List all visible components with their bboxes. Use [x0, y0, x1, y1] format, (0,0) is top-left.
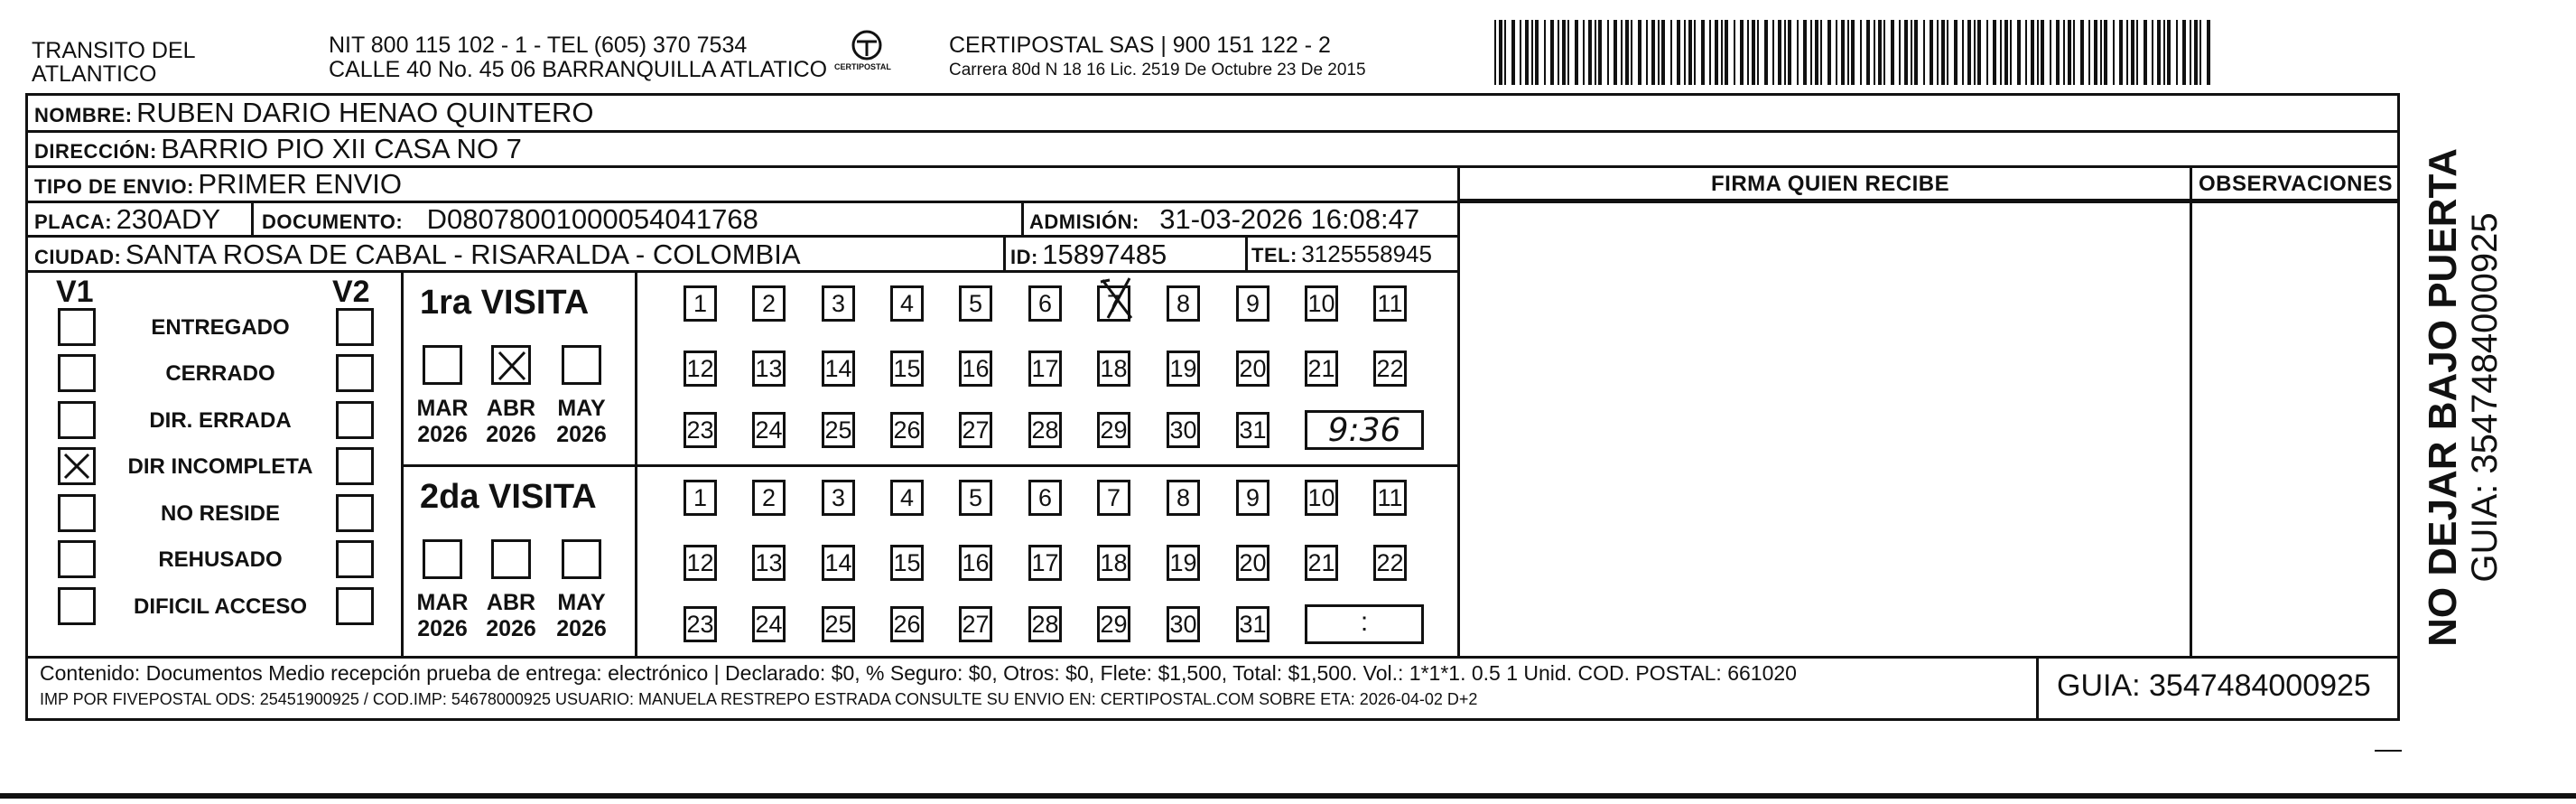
v1-checkbox[interactable]	[58, 354, 96, 392]
time-value: 9:36	[1327, 412, 1401, 449]
tel-field	[1251, 242, 1432, 266]
barcode-bar	[1986, 20, 1988, 85]
barcode-bar	[2136, 20, 2138, 85]
barcode-bar	[1520, 20, 1521, 85]
day-box[interactable]: 15	[890, 351, 924, 387]
day-box[interactable]: 6	[1028, 285, 1062, 322]
status-label: DIR INCOMPLETA	[127, 454, 313, 479]
month-year: 2026	[556, 421, 607, 447]
barcode-bar	[1721, 20, 1723, 85]
barcode-bar	[2094, 20, 2097, 85]
certipostal-logo	[831, 29, 903, 87]
barcode-bar	[1993, 20, 1996, 85]
direccion-row	[34, 135, 522, 163]
day-box[interactable]: 31	[1236, 412, 1269, 448]
barcode-bar	[1715, 20, 1718, 85]
v1-checkbox[interactable]	[58, 540, 96, 578]
barcode-bar	[2050, 20, 2051, 85]
status-divider	[401, 270, 404, 658]
day-box[interactable]: 3	[822, 480, 855, 516]
barcode-bar	[1836, 20, 1837, 85]
day-box[interactable]: 24	[752, 606, 786, 642]
month-checkbox[interactable]	[423, 345, 462, 385]
tel-value: 3125558945	[1301, 240, 1432, 267]
barcode-bar	[1694, 20, 1696, 85]
nombre-row	[34, 98, 593, 126]
day-box[interactable]: 22	[1373, 351, 1407, 387]
documento-value: D08078001000054041768	[426, 203, 758, 235]
v1-checkbox[interactable]	[58, 494, 96, 532]
day-box[interactable]: 11	[1373, 285, 1407, 322]
day-box[interactable]: 26	[890, 606, 924, 642]
barcode-bar	[2126, 20, 2128, 85]
barcode-bar	[1550, 20, 1554, 85]
barcode-bar	[2056, 20, 2060, 85]
barcode-bar	[1658, 20, 1660, 85]
documento-label: DOCUMENTO:	[262, 210, 404, 233]
day-box[interactable]: 4	[890, 480, 924, 516]
barcode-bar	[1866, 20, 1870, 85]
barcode-bar	[1764, 20, 1768, 85]
ciudad-label: CIUDAD:	[34, 246, 122, 268]
barcode-bar	[1803, 20, 1807, 85]
v1-checkbox[interactable]	[58, 308, 96, 346]
day-box[interactable]: 17	[1028, 351, 1062, 387]
barcode-bar	[1967, 20, 1971, 85]
barcode-bar	[1914, 20, 1918, 85]
day-box[interactable]: 18	[1097, 545, 1130, 581]
barcode-bar	[2163, 20, 2165, 85]
barcode-bar	[1974, 20, 1976, 85]
barcode-bar	[2080, 20, 2084, 85]
barcode-bar	[1684, 20, 1686, 85]
month-name: MAR	[416, 396, 469, 421]
day-box[interactable]: 31	[1236, 606, 1269, 642]
day-box[interactable]: 9	[1236, 285, 1269, 322]
barcode-bar	[1525, 20, 1529, 85]
barcode-bar	[1583, 20, 1585, 85]
month-name: MAR	[416, 590, 469, 615]
admision-value: 31-03-2026 16:08:47	[1159, 203, 1420, 235]
barcode-bar	[1598, 20, 1602, 85]
barcode-bar	[1621, 20, 1623, 85]
month-checkbox[interactable]	[562, 539, 601, 579]
visit-divider	[404, 464, 1459, 467]
status-label: DIR. ERRADA	[149, 408, 292, 433]
barcode-bar	[1923, 20, 1925, 85]
day-box[interactable]: 10	[1305, 285, 1338, 322]
footer-guia: GUIA: 3547484000925	[2057, 668, 2371, 703]
v1-checkbox[interactable]	[58, 447, 96, 485]
id-divider	[1003, 235, 1006, 271]
time-value: :	[1360, 607, 1369, 637]
v2-checkbox[interactable]	[336, 494, 374, 532]
barcode-bar	[1562, 20, 1566, 85]
day-box[interactable]: 25	[822, 606, 855, 642]
side-warning: NO DEJAR BAJO PUERTA	[2421, 148, 2465, 647]
barcode-bar	[1747, 20, 1749, 85]
tipo-row	[34, 170, 402, 198]
sender-address: CALLE 40 No. 45 06 BARRANQUILLA ATLATICO	[329, 57, 828, 82]
check-x-icon	[62, 452, 91, 481]
day-box[interactable]: 6	[1028, 480, 1062, 516]
barcode-bar	[1607, 20, 1609, 85]
footer-imp: IMP POR FIVEPOSTAL ODS: 25451900925 / COD.IMP: 54678000925 USUARIO: MANUELA RESTREPO ESTRADA CONSULTE SU ENVIO EN: CERTIPOSTAL.COM SOBRE ETA: 2026-04-02 D+2	[40, 690, 1478, 708]
day-box[interactable]: 29	[1097, 606, 1130, 642]
day-box[interactable]: 22	[1373, 545, 1407, 581]
status-label: DIFICIL ACCESO	[133, 594, 307, 619]
barcode-bar	[1847, 20, 1849, 85]
barcode-bar	[1815, 20, 1818, 85]
barcode-bar	[1904, 20, 1908, 85]
barcode-bar	[2190, 20, 2191, 85]
day-box[interactable]: 29	[1097, 412, 1130, 448]
month-year: 2026	[556, 615, 607, 641]
v2-checkbox[interactable]	[336, 587, 374, 625]
day-box[interactable]: 30	[1167, 412, 1200, 448]
barcode-bar	[1651, 20, 1655, 85]
barcode-bar	[1709, 20, 1711, 85]
barcode-bar	[1688, 20, 1692, 85]
direccion-value: BARRIO PIO XII CASA NO 7	[161, 133, 522, 164]
v2-label: V2	[332, 275, 370, 309]
placa-field	[34, 205, 220, 233]
month-label	[550, 590, 613, 642]
month-name: ABR	[486, 590, 536, 615]
day-box[interactable]: 16	[959, 351, 992, 387]
logo-text: CERTIPOSTAL	[834, 62, 891, 71]
firma-left-border	[1457, 165, 1460, 658]
sender-name-line1: TRANSITO DEL	[32, 38, 196, 63]
barcode-bar	[1962, 20, 1964, 85]
barcode-bar	[1613, 20, 1617, 85]
visit-title: 2da VISITA	[420, 478, 597, 516]
day-box[interactable]: 12	[684, 351, 717, 387]
month-year: 2026	[486, 615, 536, 641]
day-box[interactable]: 11	[1373, 480, 1407, 516]
barcode-bar	[1937, 20, 1939, 85]
day-box[interactable]: 7	[1097, 285, 1130, 322]
barcode-bar	[2010, 20, 2012, 85]
day-box[interactable]: 3	[822, 285, 855, 322]
barcode-bar	[1930, 20, 1933, 85]
barcode-bar	[1725, 20, 1728, 85]
barcode-bar	[2176, 20, 2178, 85]
barcode-bar	[2073, 20, 2075, 85]
barcode-bar	[1878, 20, 1882, 85]
month-checkbox[interactable]	[562, 345, 601, 385]
admision-field	[1029, 205, 1419, 233]
barcode-bar	[1740, 20, 1744, 85]
month-name: MAY	[557, 590, 606, 615]
barcode-bar	[1883, 20, 1885, 85]
barcode-bar	[2131, 20, 2134, 85]
month-checkbox[interactable]	[423, 539, 462, 579]
side-guia: GUIA: 3547484000925	[2465, 212, 2505, 583]
barcode-bar	[1977, 20, 1981, 85]
ciudad-field	[34, 240, 801, 268]
placa-label: PLACA:	[34, 210, 113, 233]
barcode-bar	[1820, 20, 1822, 85]
day-box[interactable]: 19	[1167, 545, 1200, 581]
time-field[interactable]	[1305, 410, 1424, 450]
barcode-bar	[1899, 20, 1901, 85]
barcode-bar	[1772, 20, 1774, 85]
row-divider	[1459, 199, 2400, 201]
barcode-bar	[1797, 20, 1799, 85]
barcode-bar	[2068, 20, 2071, 85]
barcode-bar	[1535, 20, 1539, 85]
month-name: MAY	[557, 396, 606, 421]
barcode-bar	[2037, 20, 2039, 85]
day-box[interactable]: 5	[959, 285, 992, 322]
v2-checkbox[interactable]	[336, 401, 374, 439]
day-box[interactable]: 28	[1028, 412, 1062, 448]
day-box[interactable]: 18	[1097, 351, 1130, 387]
day-box[interactable]: 8	[1167, 285, 1200, 322]
barcode-bar	[2025, 20, 2027, 85]
barcode-bar	[2113, 20, 2115, 85]
company-line: CERTIPOSTAL SAS | 900 151 122 - 2	[949, 33, 1331, 58]
barcode-bar	[1625, 20, 1629, 85]
month-divider	[635, 270, 637, 658]
barcode-bar	[1841, 20, 1845, 85]
status-label: REHUSADO	[158, 547, 283, 572]
v2-checkbox[interactable]	[336, 308, 374, 346]
license-line: Carrera 80d N 18 16 Lic. 2519 De Octubre 23 De 2015	[949, 61, 1366, 79]
month-label	[479, 590, 543, 642]
barcode-bar	[2031, 20, 2034, 85]
barcode-bar	[1701, 20, 1705, 85]
placa-divider	[251, 201, 254, 237]
v2-checkbox[interactable]	[336, 447, 374, 485]
direccion-label: DIRECCIÓN:	[34, 140, 157, 163]
day-box[interactable]: 14	[822, 351, 855, 387]
page-edge	[0, 793, 2576, 799]
barcode-bar	[1752, 20, 1755, 85]
row-divider	[25, 270, 1459, 273]
barcode-bar	[1788, 20, 1791, 85]
footer-divider	[25, 656, 2400, 659]
month-label	[411, 590, 474, 642]
admision-label: ADMISIÓN:	[1029, 210, 1139, 233]
barcode-bar	[1595, 20, 1596, 85]
barcode-bar	[1941, 20, 1945, 85]
day-box[interactable]: 27	[959, 412, 992, 448]
barcode	[1494, 20, 2217, 85]
day-box[interactable]: 8	[1167, 480, 1200, 516]
month-year: 2026	[417, 421, 468, 447]
barcode-bar	[2157, 20, 2161, 85]
barcode-bar	[1874, 20, 1875, 85]
barcode-bar	[1757, 20, 1759, 85]
day-box[interactable]: 25	[822, 412, 855, 448]
tipo-label: TIPO DE ENVIO:	[34, 175, 194, 198]
day-box[interactable]: 27	[959, 606, 992, 642]
day-box[interactable]: 20	[1236, 545, 1269, 581]
month-label	[550, 396, 613, 448]
tipo-value: PRIMER ENVIO	[198, 168, 403, 200]
month-checkbox[interactable]	[491, 539, 531, 579]
day-box[interactable]: 20	[1236, 351, 1269, 387]
day-box[interactable]: 28	[1028, 606, 1062, 642]
handwritten-x-icon	[1099, 276, 1135, 320]
barcode-bar	[2088, 20, 2090, 85]
id-field	[1010, 240, 1167, 268]
barcode-bar	[2000, 20, 2002, 85]
barcode-bar	[2167, 20, 2171, 85]
day-box[interactable]: 19	[1167, 351, 1200, 387]
firma-header: FIRMA QUIEN RECIBE	[1711, 172, 1950, 196]
v2-checkbox[interactable]	[336, 354, 374, 392]
month-label	[479, 396, 543, 448]
tel-divider	[1245, 235, 1248, 271]
tel-label: TEL:	[1251, 244, 1297, 266]
barcode-bar	[1558, 20, 1559, 85]
day-box[interactable]: 26	[890, 412, 924, 448]
barcode-bar	[2004, 20, 2008, 85]
scan-mark	[2375, 750, 2402, 752]
placa-value: 230ADY	[116, 203, 221, 235]
footer-guia-divider	[2036, 656, 2039, 721]
barcode-bar	[1531, 20, 1533, 85]
barcode-bar	[1661, 20, 1665, 85]
barcode-bar	[1810, 20, 1812, 85]
barcode-bar	[2100, 20, 2102, 85]
nombre-label: NOMBRE:	[34, 104, 133, 126]
footer-contenido: Contenido: Documentos Medio recepción prueba de entrega: electrónico | Declarado: $0, % Seguro: $0, Otros: $0, Flete: $1,500, Total: $1,500. Vol.: 1*1*1. 0.5 1 Unid. COD. POSTAL: 661020	[40, 661, 1797, 685]
status-label: CERRADO	[165, 361, 275, 386]
barcode-bar	[1677, 20, 1680, 85]
month-checkbox[interactable]	[491, 345, 531, 385]
id-label: ID:	[1010, 246, 1038, 268]
status-label: NO RESIDE	[160, 501, 281, 526]
barcode-bar	[1860, 20, 1862, 85]
day-box[interactable]: 23	[684, 606, 717, 642]
observaciones-header: OBSERVACIONES	[2199, 172, 2393, 196]
barcode-bar	[2182, 20, 2186, 85]
day-box[interactable]: 15	[890, 545, 924, 581]
day-box[interactable]: 16	[959, 545, 992, 581]
day-box[interactable]: 1	[684, 285, 717, 322]
barcode-bar	[1954, 20, 1958, 85]
barcode-bar	[1499, 20, 1502, 85]
barcode-bar	[1631, 20, 1632, 85]
nombre-value: RUBEN DARIO HENAO QUINTERO	[136, 97, 594, 128]
barcode-bar	[2152, 20, 2153, 85]
id-value: 15897485	[1042, 238, 1167, 270]
day-box[interactable]: 21	[1305, 351, 1338, 387]
day-box[interactable]: 5	[959, 480, 992, 516]
barcode-bar	[2063, 20, 2065, 85]
barcode-bar	[1511, 20, 1515, 85]
barcode-bar	[1494, 20, 1496, 85]
barcode-bar	[2104, 20, 2107, 85]
barcode-bar	[2119, 20, 2123, 85]
v1-label: V1	[56, 275, 94, 309]
barcode-bar	[1734, 20, 1735, 85]
barcode-bar	[1646, 20, 1648, 85]
day-box[interactable]: 13	[752, 351, 786, 387]
barcode-bar	[2194, 20, 2198, 85]
barcode-bar	[1778, 20, 1781, 85]
sender-nit: NIT 800 115 102 - 1 - TEL (605) 370 7534	[329, 33, 748, 58]
day-box[interactable]: 12	[684, 545, 717, 581]
day-box[interactable]: 13	[752, 545, 786, 581]
barcode-bar	[1670, 20, 1672, 85]
sender-name-line2: ATLANTICO	[32, 61, 157, 87]
day-box[interactable]: 4	[890, 285, 924, 322]
day-box[interactable]: 21	[1305, 545, 1338, 581]
row-divider	[25, 235, 1459, 238]
v2-checkbox[interactable]	[336, 540, 374, 578]
day-box[interactable]: 10	[1305, 480, 1338, 516]
ciudad-value: SANTA ROSA DE CABAL - RISARALDA - COLOMBIA	[125, 238, 801, 270]
day-check-x	[1099, 276, 1135, 324]
obs-left-border	[2190, 165, 2192, 658]
barcode-bar	[2207, 20, 2210, 85]
barcode-bar	[2041, 20, 2044, 85]
day-box[interactable]: 23	[684, 412, 717, 448]
month-year: 2026	[417, 615, 468, 641]
month-label	[411, 396, 474, 448]
v1-checkbox[interactable]	[58, 401, 96, 439]
barcode-bar	[2199, 20, 2201, 85]
barcode-bar	[1504, 20, 1506, 85]
day-box[interactable]: 2	[752, 285, 786, 322]
day-box[interactable]: 7	[1097, 480, 1130, 516]
v1-checkbox[interactable]	[58, 587, 96, 625]
check-x-icon	[496, 350, 528, 382]
day-box[interactable]: 17	[1028, 545, 1062, 581]
barcode-bar	[1891, 20, 1894, 85]
month-name: ABR	[486, 396, 536, 421]
status-label: ENTREGADO	[151, 315, 290, 340]
barcode-bar	[1911, 20, 1912, 85]
documento-field	[262, 205, 758, 233]
barcode-bar	[2144, 20, 2147, 85]
barcode-bar	[1851, 20, 1855, 85]
day-box[interactable]: 2	[752, 480, 786, 516]
barcode-bar	[2017, 20, 2021, 85]
barcode-bar	[1544, 20, 1546, 85]
day-box[interactable]: 14	[822, 545, 855, 581]
day-box[interactable]: 9	[1236, 480, 1269, 516]
month-year: 2026	[486, 421, 536, 447]
barcode-bar	[1784, 20, 1786, 85]
barcode-bar	[1638, 20, 1641, 85]
barcode-bar	[1567, 20, 1569, 85]
barcode-bar	[1947, 20, 1948, 85]
barcode-bar	[1827, 20, 1831, 85]
visit-title: 1ra VISITA	[420, 284, 590, 322]
time-field[interactable]	[1305, 604, 1424, 644]
admision-divider	[1021, 201, 1024, 237]
barcode-bar	[1575, 20, 1578, 85]
day-box[interactable]: 1	[684, 480, 717, 516]
day-box[interactable]: 30	[1167, 606, 1200, 642]
barcode-bar	[1588, 20, 1592, 85]
day-box[interactable]: 24	[752, 412, 786, 448]
